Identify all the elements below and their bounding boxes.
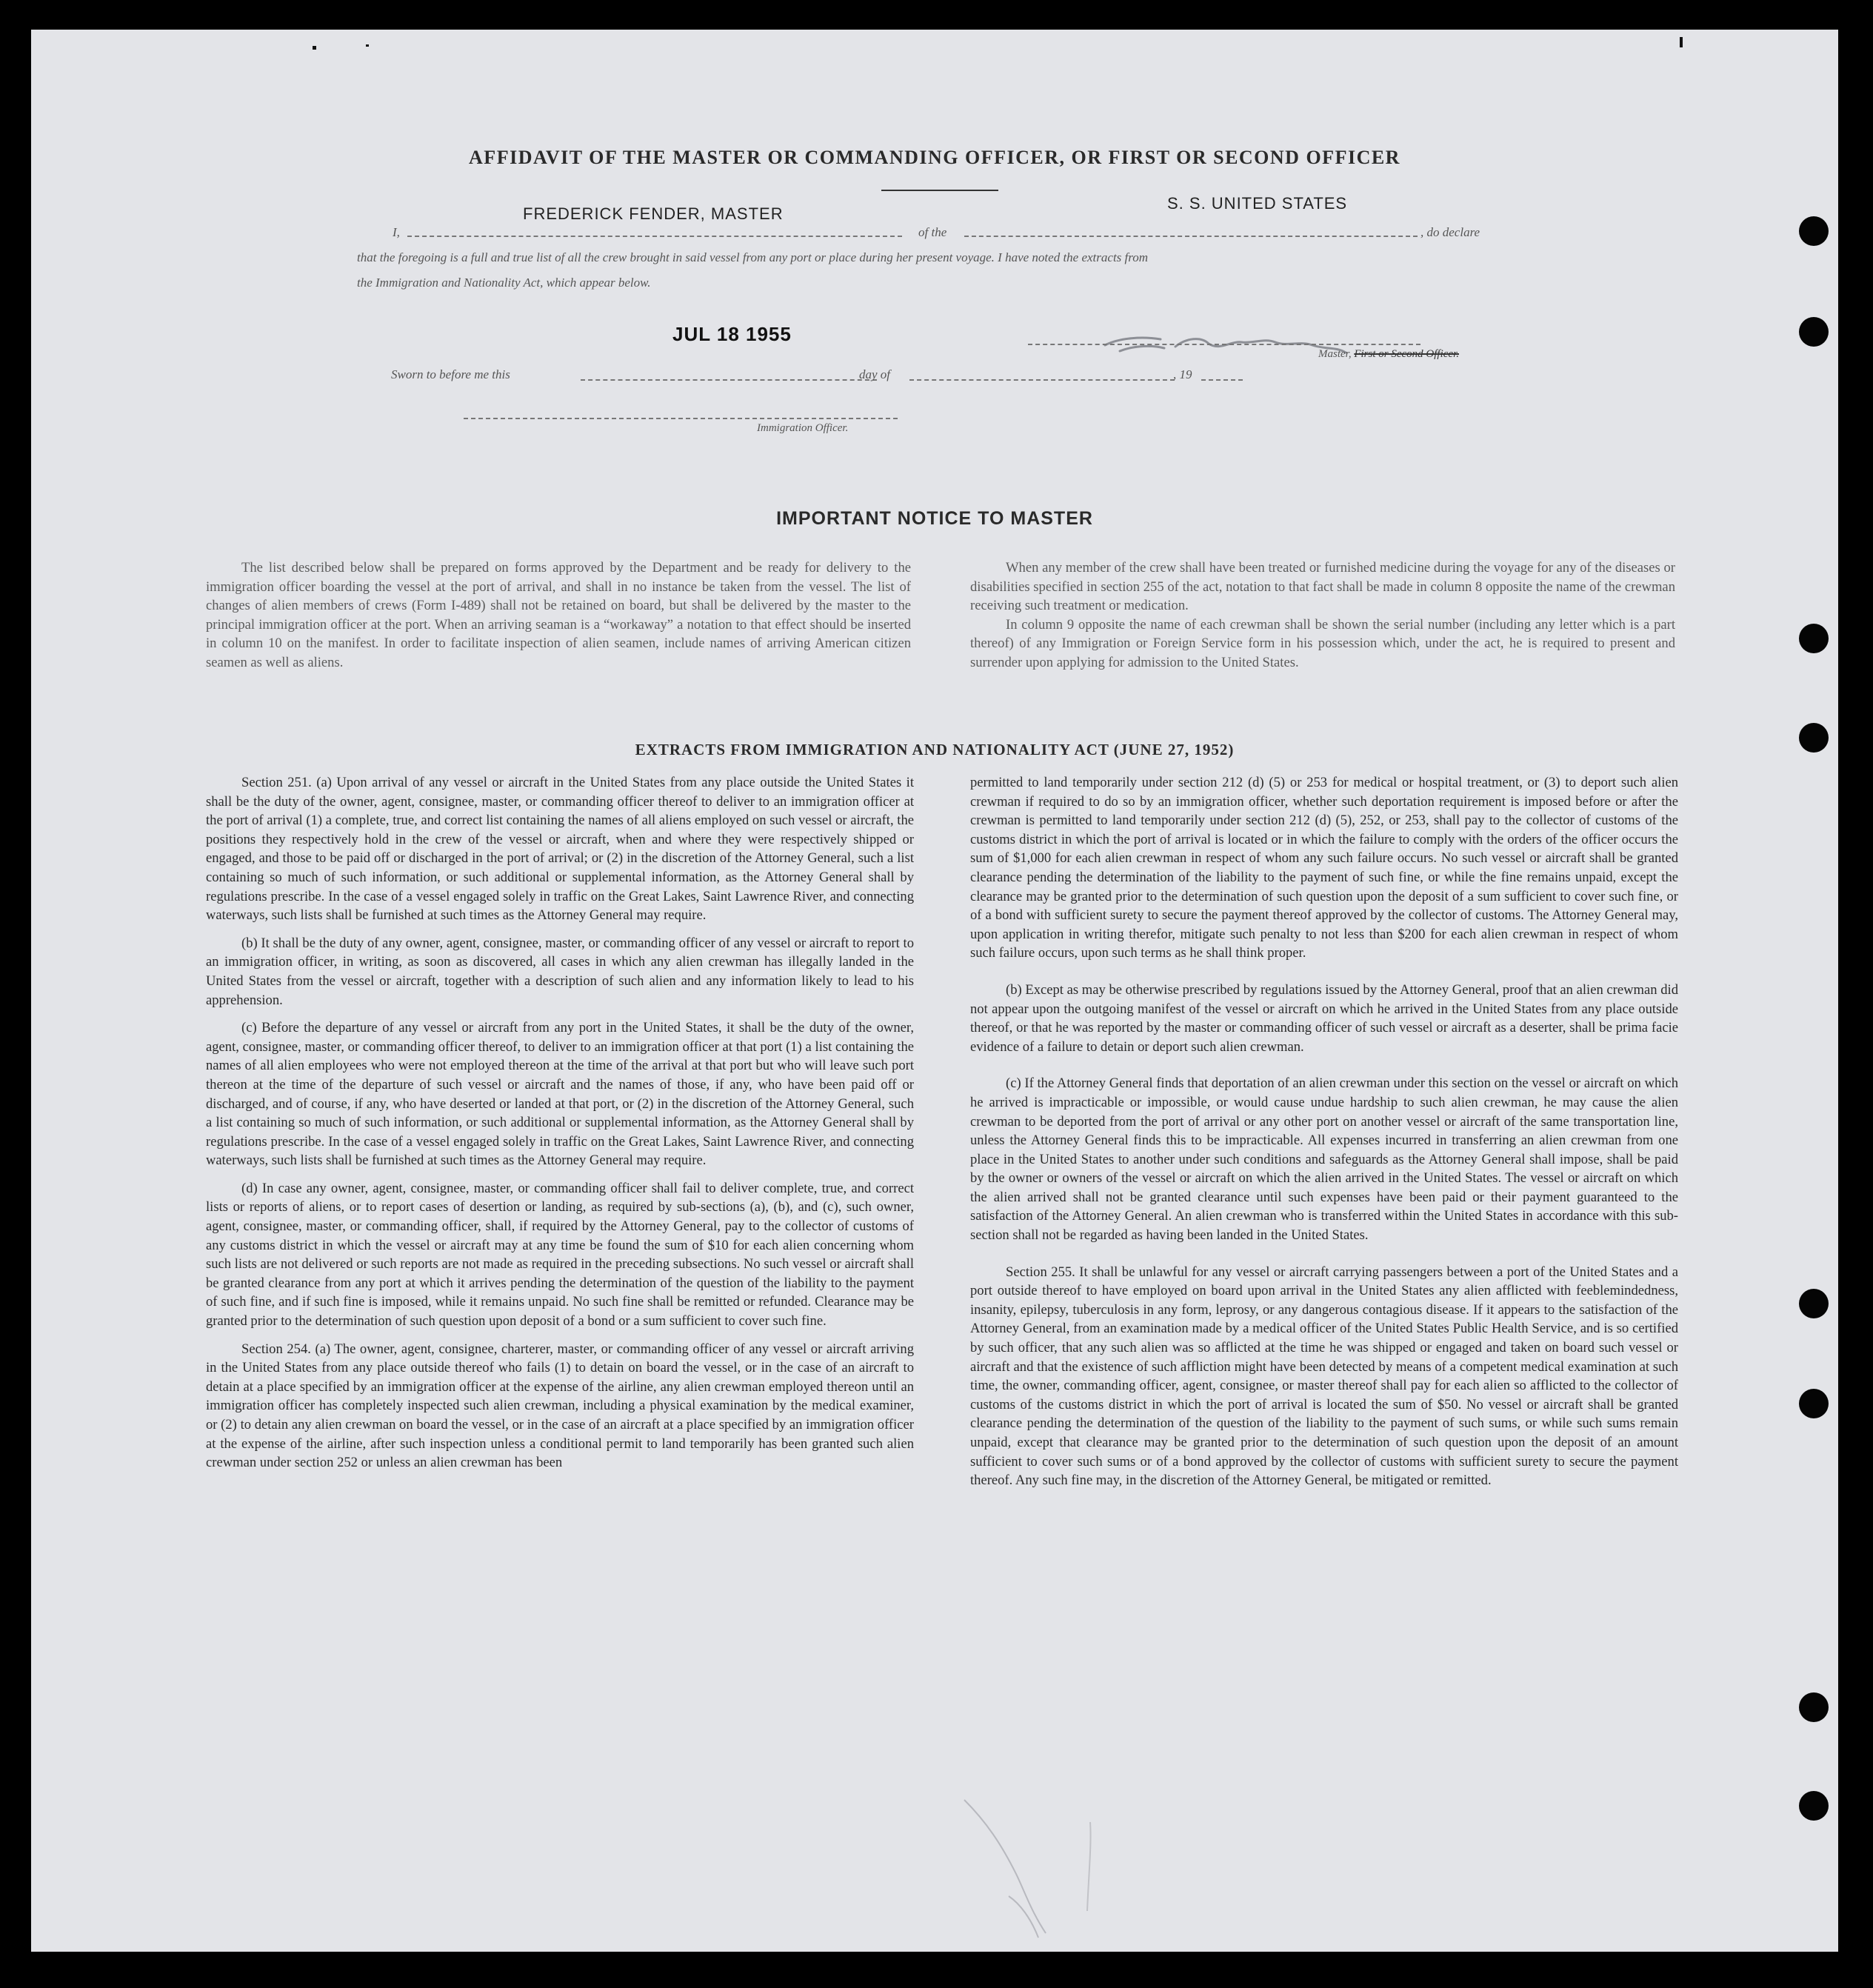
signature-caption-master: Master, — [1318, 348, 1355, 360]
affidavit-title: AFFIDAVIT OF THE MASTER OR COMMANDING OFFICER, OR FIRST OR SECOND OFFICER — [469, 147, 1400, 168]
day-of-label: day of — [859, 367, 891, 381]
extracts-title: EXTRACTS FROM IMMIGRATION AND NATIONALITY ACT (JUNE 27, 1952) — [635, 741, 1235, 758]
year-line — [1201, 379, 1243, 381]
notice-left-text: The list described below shall be prepared on forms approved by the Department and be ready for delivery to the immigration officer boarding the vessel at the port of arrival, and shall in no instance be taken from the vessel. The list of changes of alien members of crews (Form I-489) shall not be retained on board, but shall be delivered by the master to the principal immigration officer at the port. When an arriving seaman is a “workaway” a notation to that effect should be inserted in column 10 on the manifest. In order to facilitate inspection of alien seamen, include names of arriving American citizen seamen as well as aliens. — [206, 560, 911, 670]
year-label: , 19 — [1173, 367, 1192, 381]
date-stamp: JUL 18 1955 — [672, 323, 792, 345]
section-251b: (b) It shall be the duty of any owner, agent, consignee, master, or commanding officer of any vessel or aircraft to report to an immigration officer, in writing, as soon as discovered, all cases in which any alien crewman has illegally landed in the United States from the vessel or aircraft, together with a description of such alien and any information likely to lead to his apprehension. — [206, 935, 914, 1008]
section-254b: (b) Except as may be otherwise prescribed by regulations issued by the Attorney General, proof that an alien crewman did not appear upon the outgoing manifest of the vessel or aircraft on which he arrived in the United States from any place outside thereof, or that he was reported by the master or commanding officer of such vessel or aircraft as a deserter, shall be prima facie evidence of a failure to detain or deport such alien crewman. — [970, 981, 1678, 1055]
officer-label: Immigration Officer. — [757, 422, 849, 434]
notice-right-text — [970, 558, 1675, 673]
extracts-left-column — [206, 773, 914, 1481]
binder-hole — [1799, 317, 1829, 347]
document-page — [31, 30, 1838, 1952]
name-line — [407, 236, 902, 237]
master-name: FREDERICK FENDER, MASTER — [523, 204, 784, 223]
of-the-label: of the — [918, 225, 947, 239]
section-254a: Section 254. (a) The owner, agent, consignee, charterer, master, or commanding officer of any vessel or aircraft arriving in the United States from any place outside thereof who fails (1) to detain on board the vessel, or in the case of an aircraft to detain at a place specified by an immigration officer at the expense of the airline, any alien crewman employed thereon until an immigration officer has completely inspected such alien crewman, including a physical examination by the medical examiner, or (2) to detain any alien crewman on board the vessel, or in the case of an aircraft at a place specified by an immigration officer at the expense of the airline, after such inspection unless a conditional permit to land temporarily has been granted such alien crewman under section 252 or unless an alien crewman has been — [206, 1341, 914, 1471]
extracts-right-column — [970, 773, 1678, 1499]
sworn-date-line — [581, 379, 877, 381]
binder-hole — [1799, 216, 1829, 246]
section-251c: (c) Before the departure of any vessel or aircraft from any port in the United States, it shall be the duty of the owner, agent, consignee, master, or commanding officer thereof, to deliver to an immigration officer at that port (1) a list containing the names of all alien employees who were not employed thereon at the time of the arrival at that port but who will leave such port thereon at the time of the departure of such vessel or aircraft and the names of those, if any, who have been paid off or discharged, and of course, if any, who have deserted or landed at that port, or (2) in the discretion of the Attorney General, such a list containing so much of such information, or such additional or supplemental information, as the Attorney General shall by regulations prescribe. In the case of a vessel engaged solely in traffic on the Great Lakes, Saint Lawrence River, and connecting waterways, such lists shall be furnished at such times as the Attorney General may require. — [206, 1020, 914, 1169]
signature-line — [1028, 344, 1420, 345]
notice-right-paragraph-1: When any member of the crew shall have been treated or furnished medicine during the voyage for any of the diseases or disabilities specified in section 255 of the act, notation to that fact shall be made in column 8 opposite the name of the crewman receiving such treatment or medication. — [970, 560, 1675, 614]
notice-right-paragraph-2: In column 9 opposite the name of each crewman shall be shown the serial number (including any letter which is a part thereof) of any Immigration or Foreign Service form in his possession which, under the act, he is required to present and surrender upon applying for admission to the United States. — [970, 616, 1675, 670]
declaration-line-1: that the foregoing is a full and true list of all the crew brought in said vessel from any port or place during her present voyage. I have noted the extracts from — [357, 250, 1149, 264]
binder-hole — [1799, 1289, 1829, 1318]
notice-title: IMPORTANT NOTICE TO MASTER — [776, 508, 1093, 529]
vessel-line — [964, 236, 1418, 237]
pencil-marks — [920, 1792, 1231, 1941]
section-251d: (d) In case any owner, agent, consignee, master, or commanding officer shall fail to deliver complete, true, and correct lists or reports of aliens, or to report cases of desertion or landing, as required by sub-sections (a), (b), and (c), such owner, agent, consignee, master, or commanding officer, shall, if required by the Attorney General, pay to the collector of customs of any customs district in which the vessel or aircraft may at any time be found the sum of $10 for each alien concerning whom such lists are not delivered or such reports are not made as required in the preceding subsections. No such vessel or aircraft shall be granted clearance from any port at which it arrives pending the determination of the question of the liability to the payment of such fine, and if such fine is imposed, while it remains unpaid. No such fine shall be remitted or refunded. Clearance may be granted prior to the determination of such question upon deposit of a bond or a sum sufficient to cover such fine. — [206, 1180, 914, 1330]
section-254a-continued: permitted to land temporarily under section 212 (d) (5) or 253 for medical or hospital treatment, or (3) to deport such alien crewman if required to do so by an immigration officer, whether such deportation requirement is imposed before or after the crewman is permitted to land temporarily under section 212 (d) (5), 252, or 253, shall pay to the collector of customs of the customs district in which the port of arrival is located or in which the failure to comply with the orders of the officer occurs the sum of $1,000 for each alien crewman in respect of whom any such failure occurs. No such vessel or aircraft shall be granted clearance pending the determination of the liability to the payment of such fine, or while the fine remains unpaid, except the clearance may be granted prior to the determination of such question upon the deposit of a sum sufficient to cover such fine, or of a bond with sufficient surety to secure the payment thereof approved by the collector of customs. The Attorney General may, upon application in writing therefor, mitigate such penalty to not less than $200 for each alien crewman in respect of whom such failure occurs, upon such terms as he shall think proper. — [970, 775, 1678, 961]
do-declare-label: , do declare — [1420, 225, 1480, 239]
title-divider — [881, 190, 998, 191]
section-254c: (c) If the Attorney General finds that deportation of an alien crewman under this section on the vessel or aircraft on which he arrived is impracticable or impossible, or would cause undue hardship to such alien crewman, he may cause the alien crewman to be deported from the port of arrival or any other port on another vessel or aircraft of the same transportation line, unless the Attorney General finds this to be impracticable. All expenses incurred in transferring an alien crewman from one place in the United States to another under such conditions and safeguards as the Attorney General shall impose, shall be paid by the owner or owners of the vessel or aircraft on which the alien arrived in the United States. The vessel or aircraft on which the alien arrived shall not be granted clearance until such expenses have been paid or their payment guaranteed to the satisfaction of the Attorney General. An alien crewman who is transferred within the United States in accordance with this sub-section shall not be regarded as having been landed in the United States. — [970, 1075, 1678, 1244]
section-251a: Section 251. (a) Upon arrival of any vessel or aircraft in the United States from any place outside the United States it shall be the duty of the owner, agent, consignee, master, or commanding officer thereof to deliver to an immigration officer at the port of arrival (1) a complete, true, and correct list containing the names of all aliens employed on such vessel or aircraft, the positions they respectively hold in the crew of the vessel or aircraft, when and where they were respectively shipped or engaged, and those to be paid off or discharged in the port of arrival; or (2) in the discretion of the Attorney General, such a list containing so much of such information, or such additional or supplemental information, as the Attorney General shall by regulations prescribe. In the case of a vessel engaged solely in traffic on the Great Lakes, Saint Lawrence River, and connecting waterways, such lists shall be furnished at such times as the Attorney General may require. — [206, 775, 914, 924]
scan-speck — [1680, 37, 1683, 47]
binder-hole — [1799, 1692, 1829, 1722]
sworn-label: Sworn to before me this — [391, 367, 510, 381]
binder-hole — [1799, 624, 1829, 653]
scan-speck — [313, 46, 316, 50]
signature-caption-struck: First or Second Officer. — [1354, 348, 1459, 360]
month-line — [909, 379, 1175, 381]
master-signature — [1090, 308, 1357, 367]
i-label: I, — [393, 225, 400, 239]
vessel-name: S. S. UNITED STATES — [1167, 194, 1348, 213]
binder-hole — [1799, 1389, 1829, 1418]
scan-speck — [366, 44, 369, 47]
declaration-line-2: the Immigration and Nationality Act, which appear below. — [357, 276, 651, 290]
officer-line — [464, 418, 898, 419]
binder-hole — [1799, 1791, 1829, 1821]
signature-caption — [1318, 348, 1459, 361]
section-255: Section 255. It shall be unlawful for any vessel or aircraft carrying passengers between a port of the United States and a port outside thereof to have employed on board upon arrival in the United States any alien afflicted with feeblemindedness, insanity, epilepsy, tuberculosis in any form, leprosy, or any dangerous contagious disease. If it appears to the satisfaction of the Attorney General, from an examination made by a medical officer of the United States Public Health Service, and is so certified by such officer, that any such alien was so afflicted at the time he was shipped or engaged and taken on board such vessel or aircraft and that the existence of such affliction might have been detected by means of a competent medical examination at such time, the owner, commanding officer, agent, consignee, or master thereof shall pay for each alien so afflicted to the collector of customs of the customs district in which the port of arrival is located the sum of $50. No vessel or aircraft shall be granted clearance pending the determination of the question of the liability to the payment of such sums, or while such sums remain unpaid, except that clearance may be granted prior to the determination of such question upon the deposit of an amount sufficient to cover such sums or of a bond approved by the collector of customs with sufficient surety to secure the payment thereof. Any such fine may, in the discretion of the Attorney General, be mitigated or remitted. — [970, 1264, 1678, 1489]
